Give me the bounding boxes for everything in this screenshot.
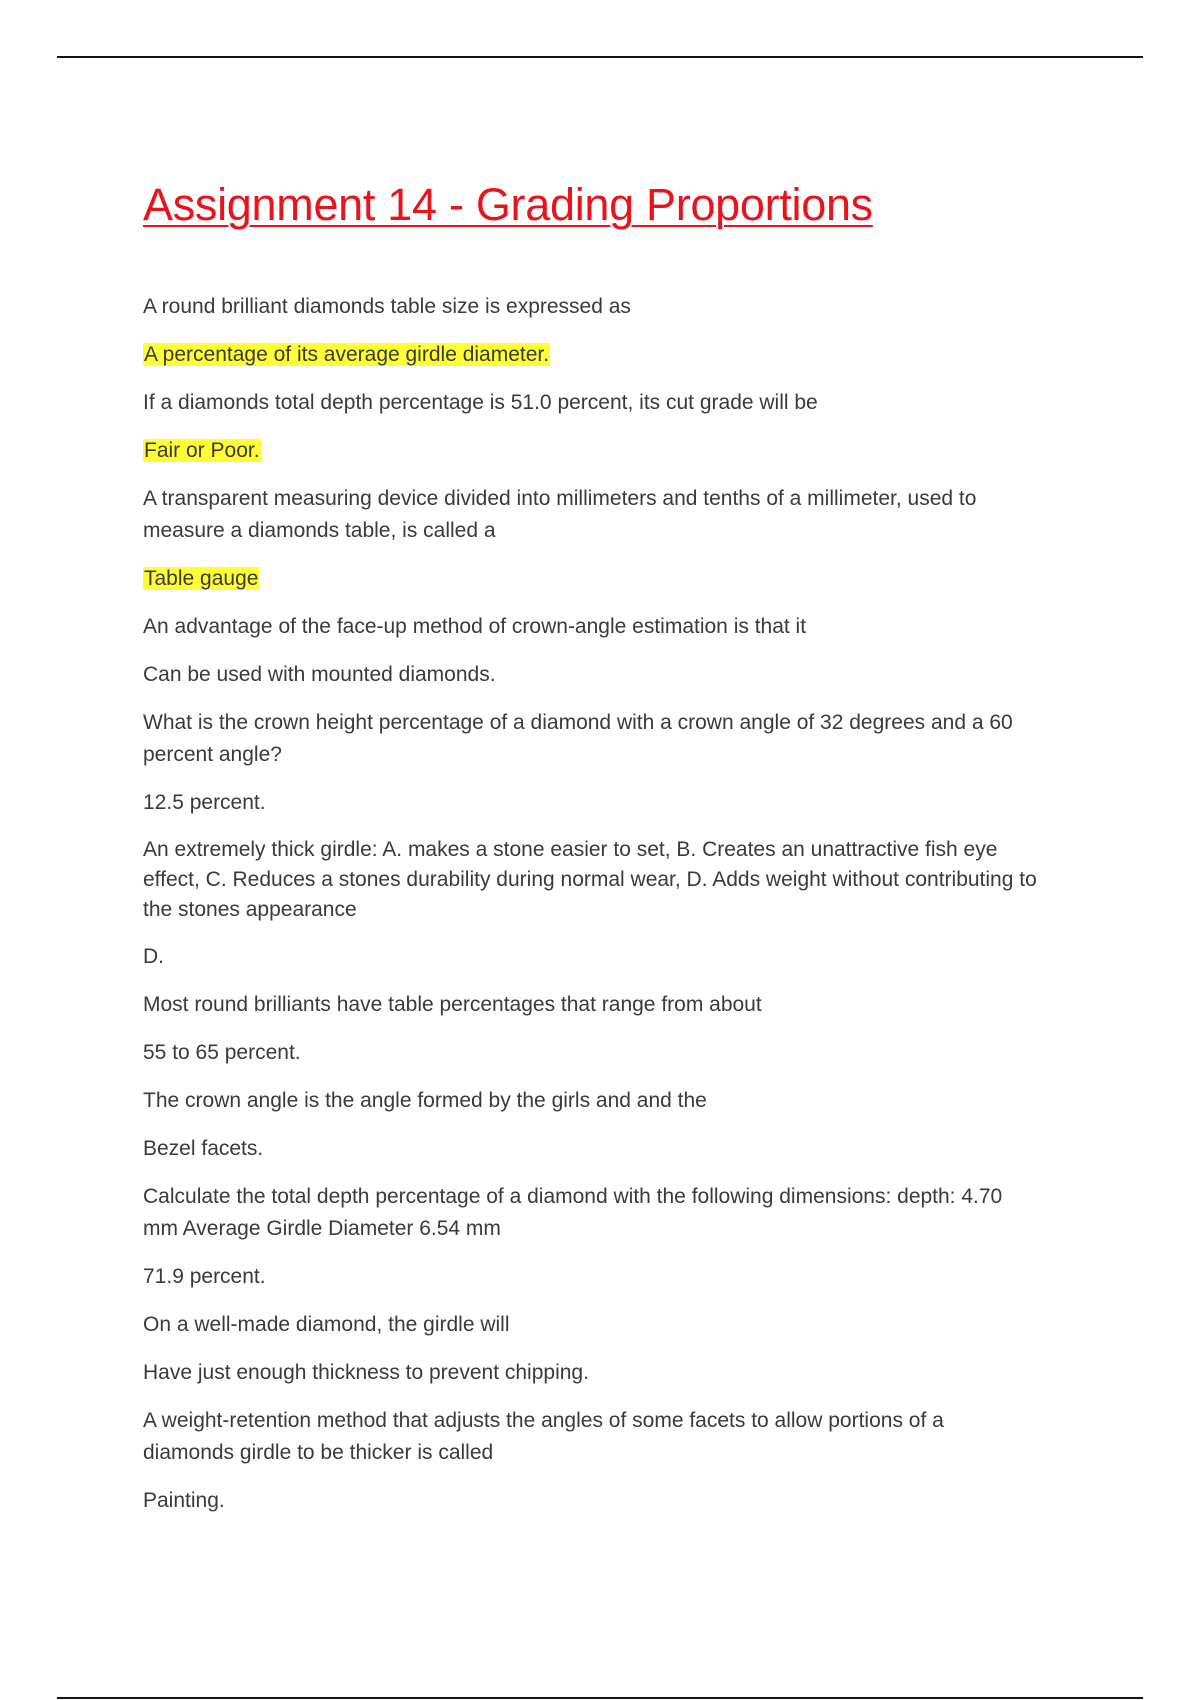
document-body: [143, 175, 1063, 1533]
answer-text-highlighted: Fair or Poor.: [144, 439, 260, 462]
question-text: On a well-made diamond, the girdle will: [143, 1313, 510, 1336]
question-text: Calculate the total depth percentage of a diamond with the following dimensions: depth: 4.70 mm Average Girdle Diameter 6.54 mm: [143, 1185, 1003, 1240]
question-text: If a diamonds total depth percentage is 51.0 percent, its cut grade will be: [143, 391, 818, 414]
document-title: Assignment 14 - Grading Proportions: [143, 179, 873, 230]
answer-text: Bezel facets.: [143, 1137, 264, 1160]
answer-text-highlighted: Table gauge: [144, 567, 259, 590]
question-text: Most round brilliants have table percentages that range from about: [143, 993, 762, 1016]
answer-text: D.: [143, 945, 164, 968]
answer-text: Can be used with mounted diamonds.: [143, 663, 496, 686]
answer-text: Have just enough thickness to prevent chipping.: [143, 1361, 589, 1384]
question-text: A weight-retention method that adjusts the angles of some facets to allow portions of a diamonds girdle to be thicker is called: [143, 1409, 944, 1464]
qa-item: [143, 387, 1063, 467]
answer-text: Painting.: [143, 1489, 225, 1512]
qa-item: [143, 1309, 1063, 1389]
answer-text-highlighted: A percentage of its average girdle diameter.: [144, 343, 550, 366]
qa-item: [143, 1085, 1063, 1165]
question-text: The crown angle is the angle formed by the girls and and the: [143, 1089, 707, 1112]
question-text: A round brilliant diamonds table size is expressed as: [143, 295, 631, 318]
question-text: What is the crown height percentage of a diamond with a crown angle of 32 degrees and a 60 percent angle?: [143, 711, 1013, 766]
qa-item: [143, 1405, 1063, 1517]
qa-list: [143, 291, 1063, 1517]
qa-item: [143, 989, 1063, 1069]
question-text: An advantage of the face-up method of crown-angle estimation is that it: [143, 615, 807, 638]
answer-text: 12.5 percent.: [143, 791, 266, 814]
answer-text: 55 to 65 percent.: [143, 1041, 301, 1064]
answer-text: 71.9 percent.: [143, 1265, 266, 1288]
qa-item: [143, 611, 1063, 691]
question-text: An extremely thick girdle: A. makes a stone easier to set, B. Creates an unattractive fish eye effect, C. Reduces a stones durability during normal wear, D. Adds weight without contributing to the stones appearance: [143, 838, 1037, 921]
qa-item: [143, 483, 1063, 595]
qa-item: [143, 1181, 1063, 1293]
top-rule: [57, 56, 1143, 58]
question-text: A transparent measuring device divided into millimeters and tenths of a millimeter, used to measure a diamonds table, is called a: [143, 487, 977, 542]
qa-item: [143, 835, 1063, 973]
bottom-rule: [57, 1697, 1143, 1699]
qa-item: [143, 291, 1063, 371]
qa-item: [143, 707, 1063, 819]
